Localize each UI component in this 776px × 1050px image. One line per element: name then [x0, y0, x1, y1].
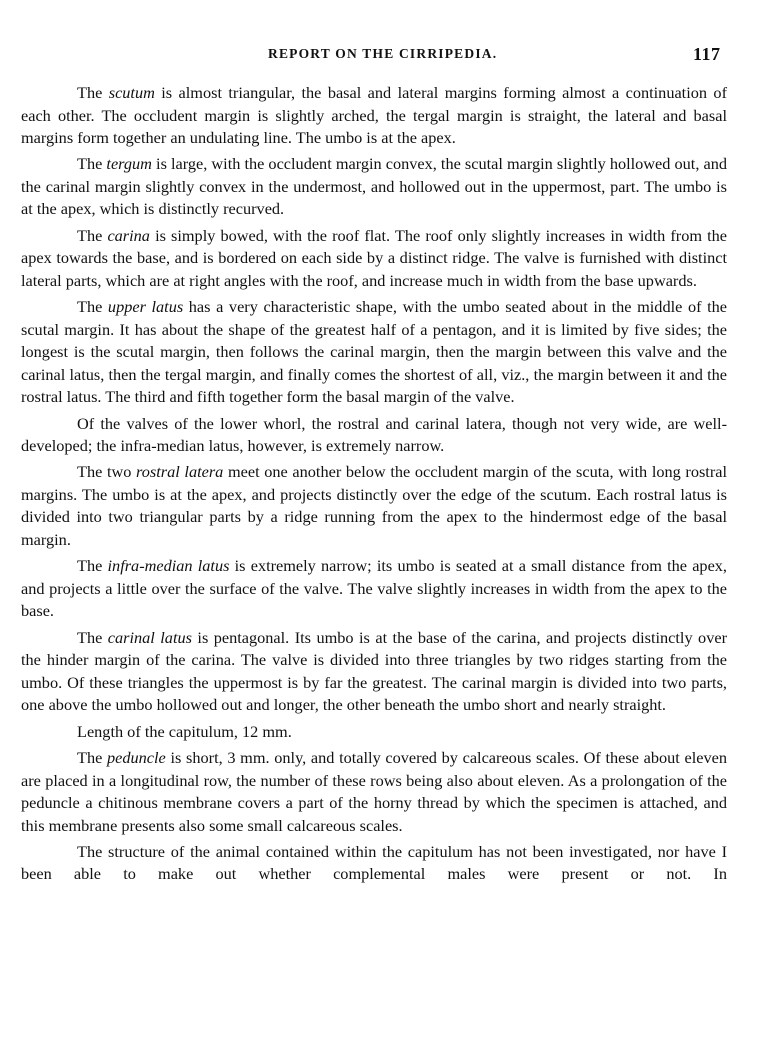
paragraph: [21, 627, 727, 717]
italic-term: carina: [107, 225, 150, 245]
paragraph: [21, 747, 727, 837]
paragraph: [21, 841, 727, 886]
text-run: meet one another below the occludent margin of the scuta, with long rostral margins. The umbo is at the apex, and projects distinctly over the edge of the scutum. Each rostral latus is divided into two triangular parts by a ridge running from the apex to the hindermost edge of the basal margin.: [21, 462, 728, 549]
paragraph: [21, 461, 727, 551]
paragraph: [21, 225, 727, 293]
text-run: is short, 3 mm. only, and totally covered by calcareous scales. Of these about eleven are placed in a longitudinal row, the number of these rows being also about eleven. As a prolongation of the peduncle a chitinous membrane covers a part of the horny thread by which the specimen is attached, and this membrane presents also some small calcareous scales.: [21, 748, 727, 835]
text-run: is almost triangular, the basal and lateral margins forming almost a continuation of each other. The occludent margin is slightly arched, the tergal margin is straight, the lateral and basal margins form together an undulating line. The umbo is at the apex.: [21, 83, 727, 147]
text-run: The: [77, 83, 109, 102]
paragraph: [21, 153, 727, 221]
text-run: has a very characteristic shape, with the umbo seated about in the middle of the scutal margin. It has about the shape of the greatest half of a pentagon, and it is limited by five sides; the longest is the scutal margin, then follows the carinal margin, then the margin between this valve and the carinal latus, then the tergal margin, and finally comes the shortest of all, viz., the margin between it and the rostral latus. The third and fifth together form the basal margin of the valve.: [21, 297, 727, 407]
text-run: The: [77, 556, 108, 576]
paragraph: [21, 721, 727, 744]
text-run: Length of the capitulum, 12 mm.: [77, 721, 292, 741]
running-title: REPORT ON THE CIRRIPEDIA.: [268, 46, 498, 61]
italic-term: infra-median latus: [107, 556, 230, 576]
paragraph: [21, 296, 727, 409]
paragraph: [21, 413, 727, 458]
running-header: [0, 44, 776, 68]
italic-term: tergum: [106, 154, 152, 174]
paragraph: [21, 555, 727, 623]
text-run: Of the valves of the lower whorl, the rostral and carinal latera, though not very wide, are well-developed; the infra-median latus, however, is extremely narrow.: [21, 413, 727, 456]
text-run: is pentagonal. Its umbo is at the base of the carina, and projects distinctly over the hinder margin of the carina. The valve is divided into three triangles by two ridges starting from the umbo. Of these triangles the uppermost is by far the greatest. The carinal margin is divided into two parts, one above the umbo hollowed out and longer, the other beneath the umbo short and nearly straight.: [21, 627, 727, 715]
text-run: The two: [77, 462, 137, 482]
italic-term: carinal latus: [107, 627, 192, 647]
italic-term: peduncle: [107, 748, 166, 768]
body-text: [21, 82, 727, 890]
text-run: The: [77, 627, 108, 647]
italic-term: upper latus: [107, 297, 184, 317]
text-run: is simply bowed, with the roof flat. The roof only slightly increases in width from the apex towards the base, and is bordered on each side by a distinct ridge. The valve is furnished with distinct lateral parts, which are at right angles with the roof, and increase much in width from the base upwards.: [21, 225, 727, 290]
text-run: The: [77, 297, 108, 317]
page-number: 117: [693, 44, 721, 64]
text-run: The: [77, 225, 108, 245]
text-run: The structure of the animal contained within the capitulum has not been investigated, nor have I been able to make out whether complemental males were present or not. In: [21, 841, 727, 884]
text-run: is large, with the occludent margin convex, the scutal margin slightly hollowed out, and the carinal margin slightly convex in the undermost, and hollowed out in the uppermost, part. The umbo is at the apex, which is distinctly recurved.: [21, 154, 727, 219]
paragraph: [21, 82, 727, 150]
text-run: The: [77, 748, 108, 768]
italic-term: scutum: [108, 83, 155, 102]
text-run: The: [77, 154, 107, 174]
italic-term: rostral latera: [136, 462, 224, 482]
text-run: is extremely narrow; its umbo is seated at a small distance from the apex, and projects a little over the surface of the valve. The valve slightly increases in width from the apex to the base.: [21, 556, 728, 621]
